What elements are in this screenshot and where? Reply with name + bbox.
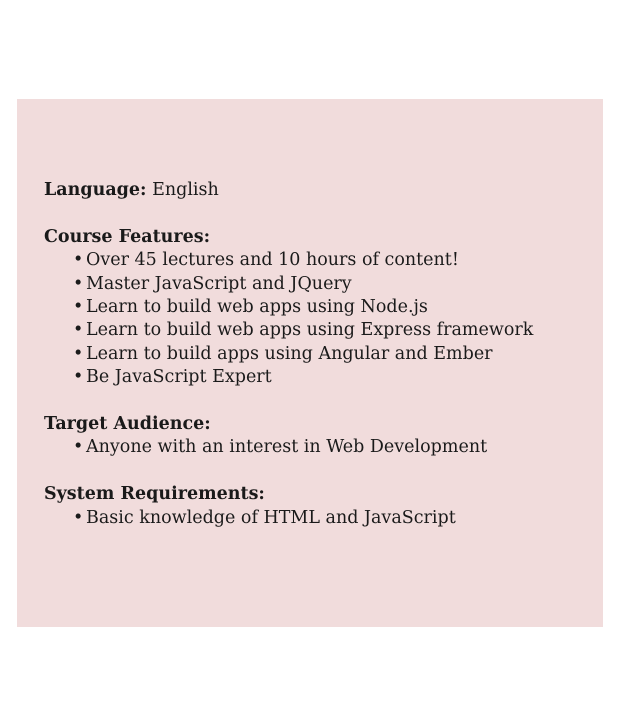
course-features-heading: Course Features: — [44, 226, 211, 247]
course-features-section — [44, 226, 593, 390]
list-item — [73, 273, 593, 296]
list-item — [73, 249, 593, 272]
target-audience-section — [44, 413, 593, 460]
system-requirements-heading: System Requirements: — [44, 484, 265, 505]
language-label: Language: — [44, 180, 147, 200]
course-details-content — [44, 179, 593, 530]
bullet-icon: • — [73, 437, 84, 458]
list-item-text: Basic knowledge of HTML and JavaScript — [86, 507, 456, 528]
target-audience-list — [44, 436, 593, 459]
list-item — [73, 436, 593, 459]
system-requirements-section — [44, 483, 593, 530]
language-row — [44, 179, 593, 202]
bullet-icon: • — [73, 343, 84, 364]
list-item — [73, 296, 593, 319]
list-item-text: Learn to build web apps using Express framework — [86, 320, 534, 341]
list-item-text: Master JavaScript and JQuery — [86, 273, 352, 294]
bullet-icon: • — [73, 250, 84, 271]
list-item-text: Learn to build web apps using Node.js — [86, 297, 428, 318]
course-details-panel — [17, 99, 603, 627]
bullet-icon: • — [73, 367, 84, 388]
list-item — [73, 507, 593, 530]
bullet-icon: • — [73, 297, 84, 318]
system-requirements-list — [44, 507, 593, 530]
bullet-icon: • — [73, 507, 84, 528]
list-item — [73, 366, 593, 389]
list-item-text: Be JavaScript Expert — [86, 367, 272, 388]
language-section — [44, 179, 593, 202]
list-item-text: Learn to build apps using Angular and Ember — [86, 343, 493, 364]
bullet-icon: • — [73, 273, 84, 294]
list-item-text: Anyone with an interest in Web Development — [86, 437, 488, 458]
list-item-text: Over 45 lectures and 10 hours of content! — [86, 250, 459, 271]
list-item — [73, 319, 593, 342]
target-audience-heading: Target Audience: — [44, 414, 211, 435]
list-item — [73, 343, 593, 366]
language-value: English — [152, 180, 219, 200]
course-features-list — [44, 249, 593, 389]
bullet-icon: • — [73, 320, 84, 341]
